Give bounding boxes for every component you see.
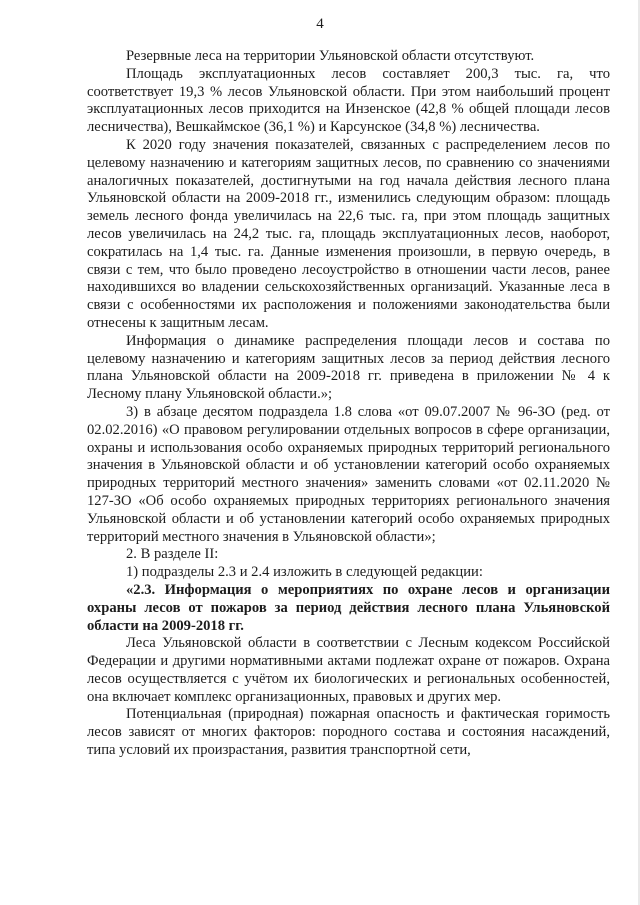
paragraph-fire-danger: Потенциальная (природная) пожарная опасность и фактическая горимость лесов зависят от многих факторов: породного состава и состояния насаждений, типа условий их произрастания, развития транспортной сети, bbox=[87, 706, 610, 759]
paragraph-item-3: 3) в абзаце десятом подраздела 1.8 слова «от 09.07.2007 № 96-ЗО (ред. от 02.02.2016) «О правовом регулировании отдельных вопросов в сфере организации, охраны и использования особо охраняемых природных территорий регионального значения в Ульяновской области и об установлении категорий особо охраняемых природных территорий местного значения» заменить словами «от 02.11.2020 № 127-ЗО «Об особо охраняемых природных территориях регионального значения Ульяновской области и об установлении категорий особо охраняемых природных территорий местного значения в Ульяновской области»; bbox=[87, 403, 610, 545]
paragraph-section-ii: 2. В разделе II: bbox=[126, 546, 219, 563]
paragraph-exploitation-forests: Площадь эксплуатационных лесов составляет 200,3 тыс. га, что соответствует 19,3 % лесов Ульяновской области. При этом наибольший процент эксплуатационных лесов приходится на Инзенское (42,8 % общей площади лесов лесничества), Вешкаймское (36,1 %) и Карсунское (34,8 %) лесничества. bbox=[87, 65, 610, 136]
paragraph-dynamics-info: Информация о динамике распределения площади лесов и состава по целевому назначению и категориям защитных лесов за период действия лесного плана Ульяновской области на 2009-2018 гг. приведена в приложении № 4 к Лесному плану Ульяновской области.»; bbox=[87, 332, 610, 403]
paragraph-reserve-forests: Резервные леса на территории Ульяновской области отсутствуют. bbox=[126, 48, 535, 64]
paragraph-item-1: 1) подразделы 2.3 и 2.4 изложить в следующей редакции: bbox=[126, 564, 483, 581]
paragraph-fire-protection: Леса Ульяновской области в соответствии с Лесным кодексом Российской Федерации и другими нормативными актами подлежат охране от пожаров. Охрана лесов осуществляется с учётом их биологических и региональных особенностей, она включает комплекс организационных, правовых и других мер. bbox=[87, 635, 610, 705]
document-body bbox=[87, 48, 610, 760]
paragraph-indicators-2020: К 2020 году значения показателей, связанных с распределением лесов по целевому назначению и категориям защитных лесов, по сравнению со значениями аналогичных показателей, достигнутыми на год начала действия лесного плана Ульяновской области на 2009-2018 гг., изменились следующим образом: площадь земель лесного фонда увеличилась на 22,6 тыс. га, при этом площадь защитных лесов увеличилась на 24,2 тыс. га, площадь эксплуатационных лесов, наоборот, сократилась на 1,4 тыс. га. Данные изменения произошли, в первую очередь, в связи с тем, что было проведено лесоустройство в отношении части лесов, ранее находившихся во владении сельскохозяйственных организаций. Указанные леса в связи с особенностями их расположения и положениями законодательства были отнесены к защитным лесам. bbox=[87, 136, 610, 331]
page-number: 4 bbox=[316, 16, 324, 32]
section-heading-2-3: «2.3. Информация о мероприятиях по охране лесов и организации охраны лесов от пожаров за период действия лесного плана Ульяновской области на 2009-2018 гг. bbox=[87, 581, 610, 634]
